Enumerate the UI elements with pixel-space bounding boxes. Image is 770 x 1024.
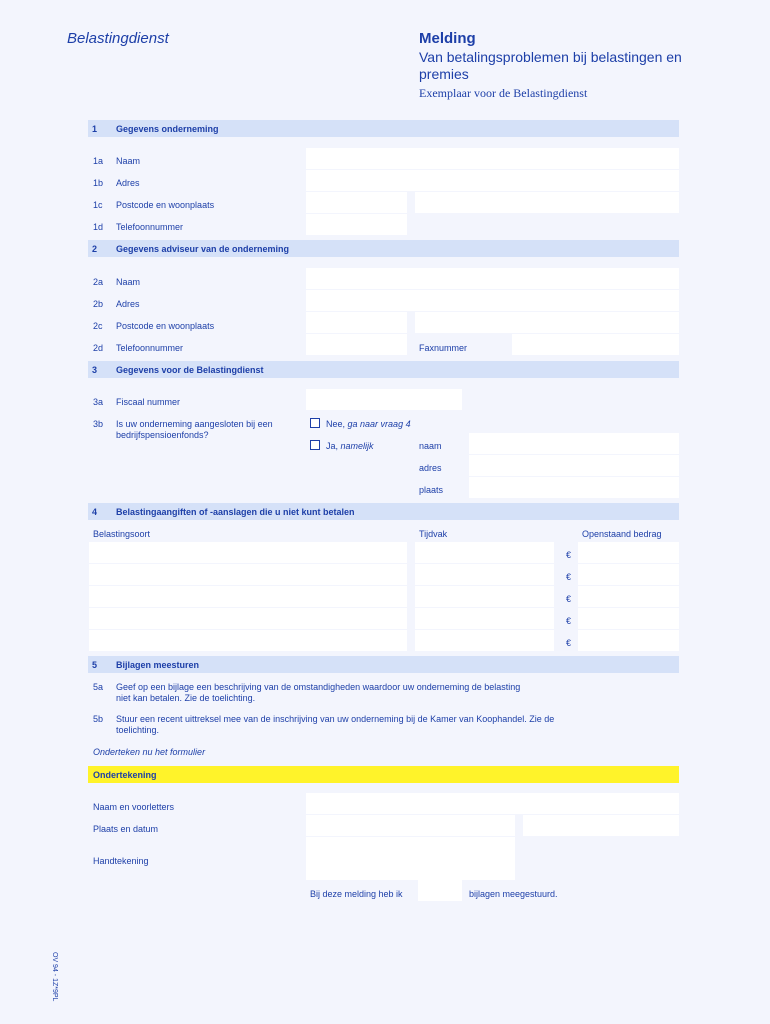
company-address-field[interactable] — [306, 170, 679, 191]
advisor-name-field[interactable] — [306, 268, 679, 289]
label-signature: Handtekening — [93, 856, 149, 866]
amount-field[interactable] — [578, 608, 679, 629]
tax-type-field[interactable] — [89, 586, 407, 607]
tax-type-field[interactable] — [89, 542, 407, 563]
row-number: 1d — [93, 222, 104, 232]
row-number: 1c — [93, 200, 103, 210]
label-company-postcode: Postcode en woonplaats — [116, 200, 215, 210]
col-tax-type: Belastingsoort — [93, 529, 151, 539]
no-option-label: Nee, ga naar vraag 4 — [326, 419, 411, 429]
section-title: Belastingaangiften of -aanslagen die u niet kunt betalen — [116, 507, 355, 517]
sign-note: Onderteken nu het formulier — [93, 747, 206, 757]
label-pension-fund: Is uw onderneming aangesloten bij een bedrijfspensioenfonds? — [116, 419, 273, 440]
instruction-5a: Geef op een bijlage een beschrijving van de omstandigheden waardoor uw onderneming de belasting niet kan betalen. Zie de toelichting. — [116, 682, 521, 703]
row-number: 5a — [93, 682, 104, 692]
advisor-postcode-field[interactable] — [306, 312, 407, 333]
section-2-header — [88, 240, 679, 257]
yes-option-label: Ja, namelijk — [326, 441, 374, 451]
name-initials-field[interactable] — [306, 793, 679, 814]
label-fiscal-number: Fiscaal nummer — [116, 397, 181, 407]
copy-note: Exemplaar voor de Belastingdienst — [419, 86, 588, 100]
tax-type-field[interactable] — [89, 564, 407, 585]
yes-checkbox[interactable] — [310, 440, 320, 450]
label-fund-name: naam — [419, 441, 442, 451]
amount-field[interactable] — [578, 564, 679, 585]
row-number: 2d — [93, 343, 104, 353]
euro-sign: € — [566, 572, 572, 582]
section-number: 5 — [92, 660, 98, 670]
company-phone-field[interactable] — [306, 214, 407, 235]
amount-field[interactable] — [578, 542, 679, 563]
row-number: 1b — [93, 178, 104, 188]
period-field[interactable] — [415, 542, 554, 563]
row-number: 2b — [93, 299, 104, 309]
company-postcode-field[interactable] — [306, 192, 407, 213]
label-fund-city: plaats — [419, 485, 444, 495]
section-title: Gegevens voor de Belastingdienst — [116, 365, 264, 375]
fiscal-number-field[interactable] — [306, 389, 462, 410]
section-number: 2 — [92, 244, 98, 254]
fund-city-field[interactable] — [469, 477, 679, 498]
advisor-phone-field[interactable] — [306, 334, 407, 355]
place-field[interactable] — [306, 815, 515, 836]
company-name-field[interactable] — [306, 148, 679, 169]
section-title: Gegevens adviseur van de onderneming — [116, 244, 290, 254]
section-number: 3 — [92, 365, 98, 375]
advisor-city-field[interactable] — [415, 312, 679, 333]
period-field[interactable] — [415, 564, 554, 585]
label-advisor-address: Adres — [116, 299, 140, 309]
period-field[interactable] — [415, 608, 554, 629]
attachments-text-pre: Bij deze melding heb ik — [310, 889, 403, 899]
instruction-5b: Stuur een recent uittreksel mee van de inschrijving van uw onderneming bij de Kamer van Koophandel. Zie de toelichting. — [116, 714, 555, 735]
advisor-address-field[interactable] — [306, 290, 679, 311]
label-fax: Faxnummer — [419, 343, 468, 353]
amount-field[interactable] — [578, 630, 679, 651]
period-field[interactable] — [415, 630, 554, 651]
tax-type-field[interactable] — [89, 630, 407, 651]
section-title: Gegevens onderneming — [116, 124, 219, 134]
euro-sign: € — [566, 594, 572, 604]
euro-sign: € — [566, 616, 572, 626]
label-company-name: Naam — [116, 156, 141, 166]
fund-name-field[interactable] — [469, 433, 679, 454]
company-city-field[interactable] — [415, 192, 679, 213]
signature-header — [88, 766, 679, 783]
label-company-phone: Telefoonnummer — [116, 222, 184, 232]
no-checkbox[interactable] — [310, 418, 320, 428]
label-advisor-postcode: Postcode en woonplaats — [116, 321, 215, 331]
section-5-header — [88, 656, 679, 673]
form-title: Melding — [419, 30, 476, 47]
label-advisor-name: Naam — [116, 277, 141, 287]
col-amount: Openstaand bedrag — [582, 529, 662, 539]
date-field[interactable] — [523, 815, 679, 836]
label-name-initials: Naam en voorletters — [93, 802, 175, 812]
section-number: 4 — [92, 507, 98, 517]
section-title: Bijlagen meesturen — [116, 660, 200, 670]
fund-address-field[interactable] — [469, 455, 679, 476]
row-number: 5b — [93, 714, 104, 724]
section-number: 1 — [92, 124, 98, 134]
signature-field[interactable] — [306, 837, 515, 880]
row-number: 1a — [93, 156, 104, 166]
section-4-header — [88, 503, 679, 520]
row-number: 3a — [93, 397, 104, 407]
tax-type-field[interactable] — [89, 608, 407, 629]
attachments-count-field[interactable] — [418, 880, 462, 901]
attachments-text-post: bijlagen meegestuurd. — [469, 889, 558, 899]
form-code: OV 94 - 1Z*9PL — [51, 952, 58, 1002]
row-number: 2a — [93, 277, 104, 287]
euro-sign: € — [566, 550, 572, 560]
advisor-fax-field[interactable] — [512, 334, 679, 355]
row-number: 3b — [93, 419, 104, 429]
period-field[interactable] — [415, 586, 554, 607]
label-place-date: Plaats en datum — [93, 824, 159, 834]
euro-sign: € — [566, 638, 572, 648]
section-3-header — [88, 361, 679, 378]
amount-field[interactable] — [578, 586, 679, 607]
label-fund-address: adres — [419, 463, 442, 473]
logo: Belastingdienst — [67, 30, 169, 47]
form-subtitle: Van betalingsproblemen bij belastingen en premies — [419, 49, 682, 82]
row-number: 2c — [93, 321, 103, 331]
section-1-header — [88, 120, 679, 137]
label-advisor-phone: Telefoonnummer — [116, 343, 184, 353]
col-period: Tijdvak — [419, 529, 448, 539]
label-company-address: Adres — [116, 178, 140, 188]
section-title: Ondertekening — [93, 770, 157, 780]
